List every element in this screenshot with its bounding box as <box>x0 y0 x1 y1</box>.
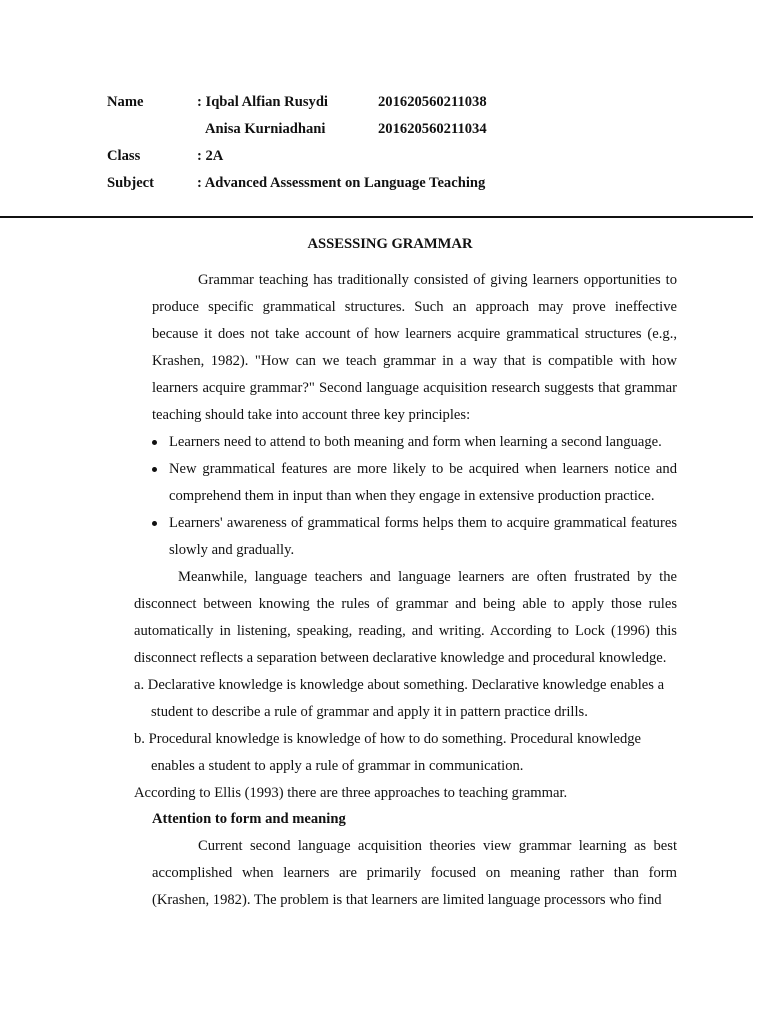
paragraph-ellis: According to Ellis (1993) there are three approaches to teaching grammar. <box>134 785 568 801</box>
student-id-2: 201620560211034 <box>378 121 487 137</box>
declarative-line-1: a. Declarative knowledge is knowledge about something. Declarative knowledge enables a <box>134 677 665 693</box>
declarative-item <box>134 672 677 726</box>
paragraph-intro: Grammar teaching has traditionally consisted of giving learners opportunities to produce specific grammatical structures. Such an approach may prove ineffective because it does not take account of how learners acquire grammatical structures (e.g., Krashen, 1982). "How can we teach grammar in a way that is compatible with how learners acquire grammar?" Second language acquisition research suggests that grammar teaching should take into account three key principles: <box>152 272 677 423</box>
class-label: Class <box>107 148 141 164</box>
list-item: Learners' awareness of grammatical forms helps them to acquire grammatical features slowly and gradually. <box>169 510 677 564</box>
paragraph-form-meaning: Current second language acquisition theories view grammar learning as best accomplished when learners are primarily focused on meaning rather than form (Krashen, 1982). The problem is that learners are limited language processors who find <box>152 838 677 908</box>
class-value: : 2A <box>197 148 224 164</box>
name-value-2: Anisa Kurniadhani <box>205 121 326 137</box>
subject-label: Subject <box>107 175 155 191</box>
procedural-line-1: b. Procedural knowledge is knowledge of how to do something. Procedural knowledge <box>134 731 642 747</box>
subject-value: : Advanced Assessment on Language Teaching <box>197 175 486 191</box>
procedural-item <box>134 726 677 780</box>
list-item: Learners need to attend to both meaning and form when learning a second language. <box>169 429 677 456</box>
name-label: Name <box>107 94 144 110</box>
section-subheading: Attention to form and meaning <box>152 811 346 827</box>
name-value-1: : Iqbal Alfian Rusydi <box>197 94 328 110</box>
procedural-line-2: enables a student to apply a rule of grammar in communication. <box>151 758 524 774</box>
header-divider <box>0 216 753 218</box>
paragraph-disconnect: Meanwhile, language teachers and language learners are often frustrated by the disconnect between knowing the rules of grammar and being able to apply those rules automatically in listening, speaking, reading, and writing. According to Lock (1996) this disconnect reflects a separation between declarative knowledge and procedural knowledge. <box>134 569 677 666</box>
document-title: ASSESSING GRAMMAR <box>307 236 473 252</box>
principles-list <box>169 429 677 564</box>
student-id-1: 201620560211038 <box>378 94 487 110</box>
list-item: New grammatical features are more likely to be acquired when learners notice and comprehend them in input than when they engage in extensive production practice. <box>169 456 677 510</box>
declarative-line-2: student to describe a rule of grammar and apply it in pattern practice drills. <box>151 704 588 720</box>
